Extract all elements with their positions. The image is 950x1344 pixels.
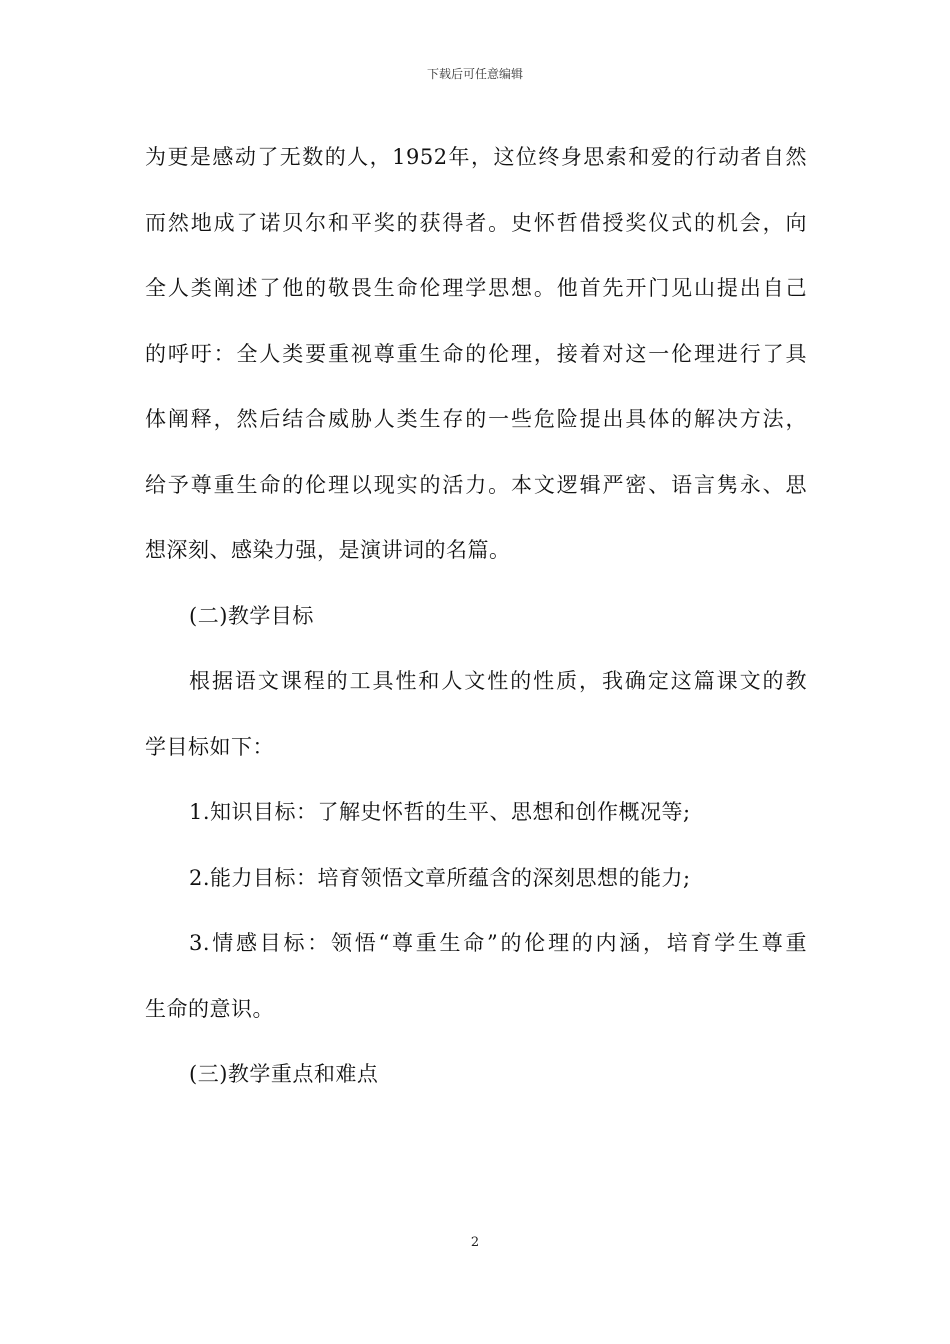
section-heading: (二)教学目标 — [189, 603, 314, 628]
paragraph-line: 而然地成了诺贝尔和平奖的获得者。史怀哲借授奖仪式的机会，向 — [145, 210, 807, 235]
paragraph-line: 的呼吁：全人类要重视尊重生命的伦理，接着对这一伦理进行了具 — [145, 341, 807, 366]
paragraph-line: 根据语文课程的工具性和人文性的性质，我确定这篇课文的教 — [189, 669, 807, 693]
paragraph-line: 全人类阐述了他的敬畏生命伦理学思想。他首先开门见山提出自己 — [145, 276, 807, 300]
paragraph-line: 想深刻、感染力强，是演讲词的名篇。 — [145, 538, 511, 562]
paragraph-line: 体阐释，然后结合威胁人类生存的一些危险提出具体的解决方法， — [145, 407, 807, 431]
page-header: 下载后可任意编辑 — [426, 67, 523, 81]
list-item: 1.知识目标：了解史怀哲的生平、思想和创作概况等; — [189, 800, 691, 824]
body-text — [145, 125, 807, 1108]
paragraph-line: 为更是感动了无数的人，1952年，这位终身思索和爱的行动者自然 — [145, 145, 807, 169]
paragraph-line: 生命的意识。 — [145, 996, 274, 1021]
paragraph-line: 学目标如下： — [145, 734, 274, 759]
list-item: 3.情感目标：领悟“尊重生命”的伦理的内涵，培育学生尊重 — [189, 931, 807, 955]
page-number: 2 — [470, 1235, 480, 1250]
paragraph-line: 给予尊重生命的伦理以现实的活力。本文逻辑严密、语言隽永、思 — [145, 472, 807, 497]
section-heading: (三)教学重点和难点 — [189, 1062, 379, 1086]
list-item: 2.能力目标：培育领悟文章所蕴含的深刻思想的能力; — [189, 865, 691, 890]
